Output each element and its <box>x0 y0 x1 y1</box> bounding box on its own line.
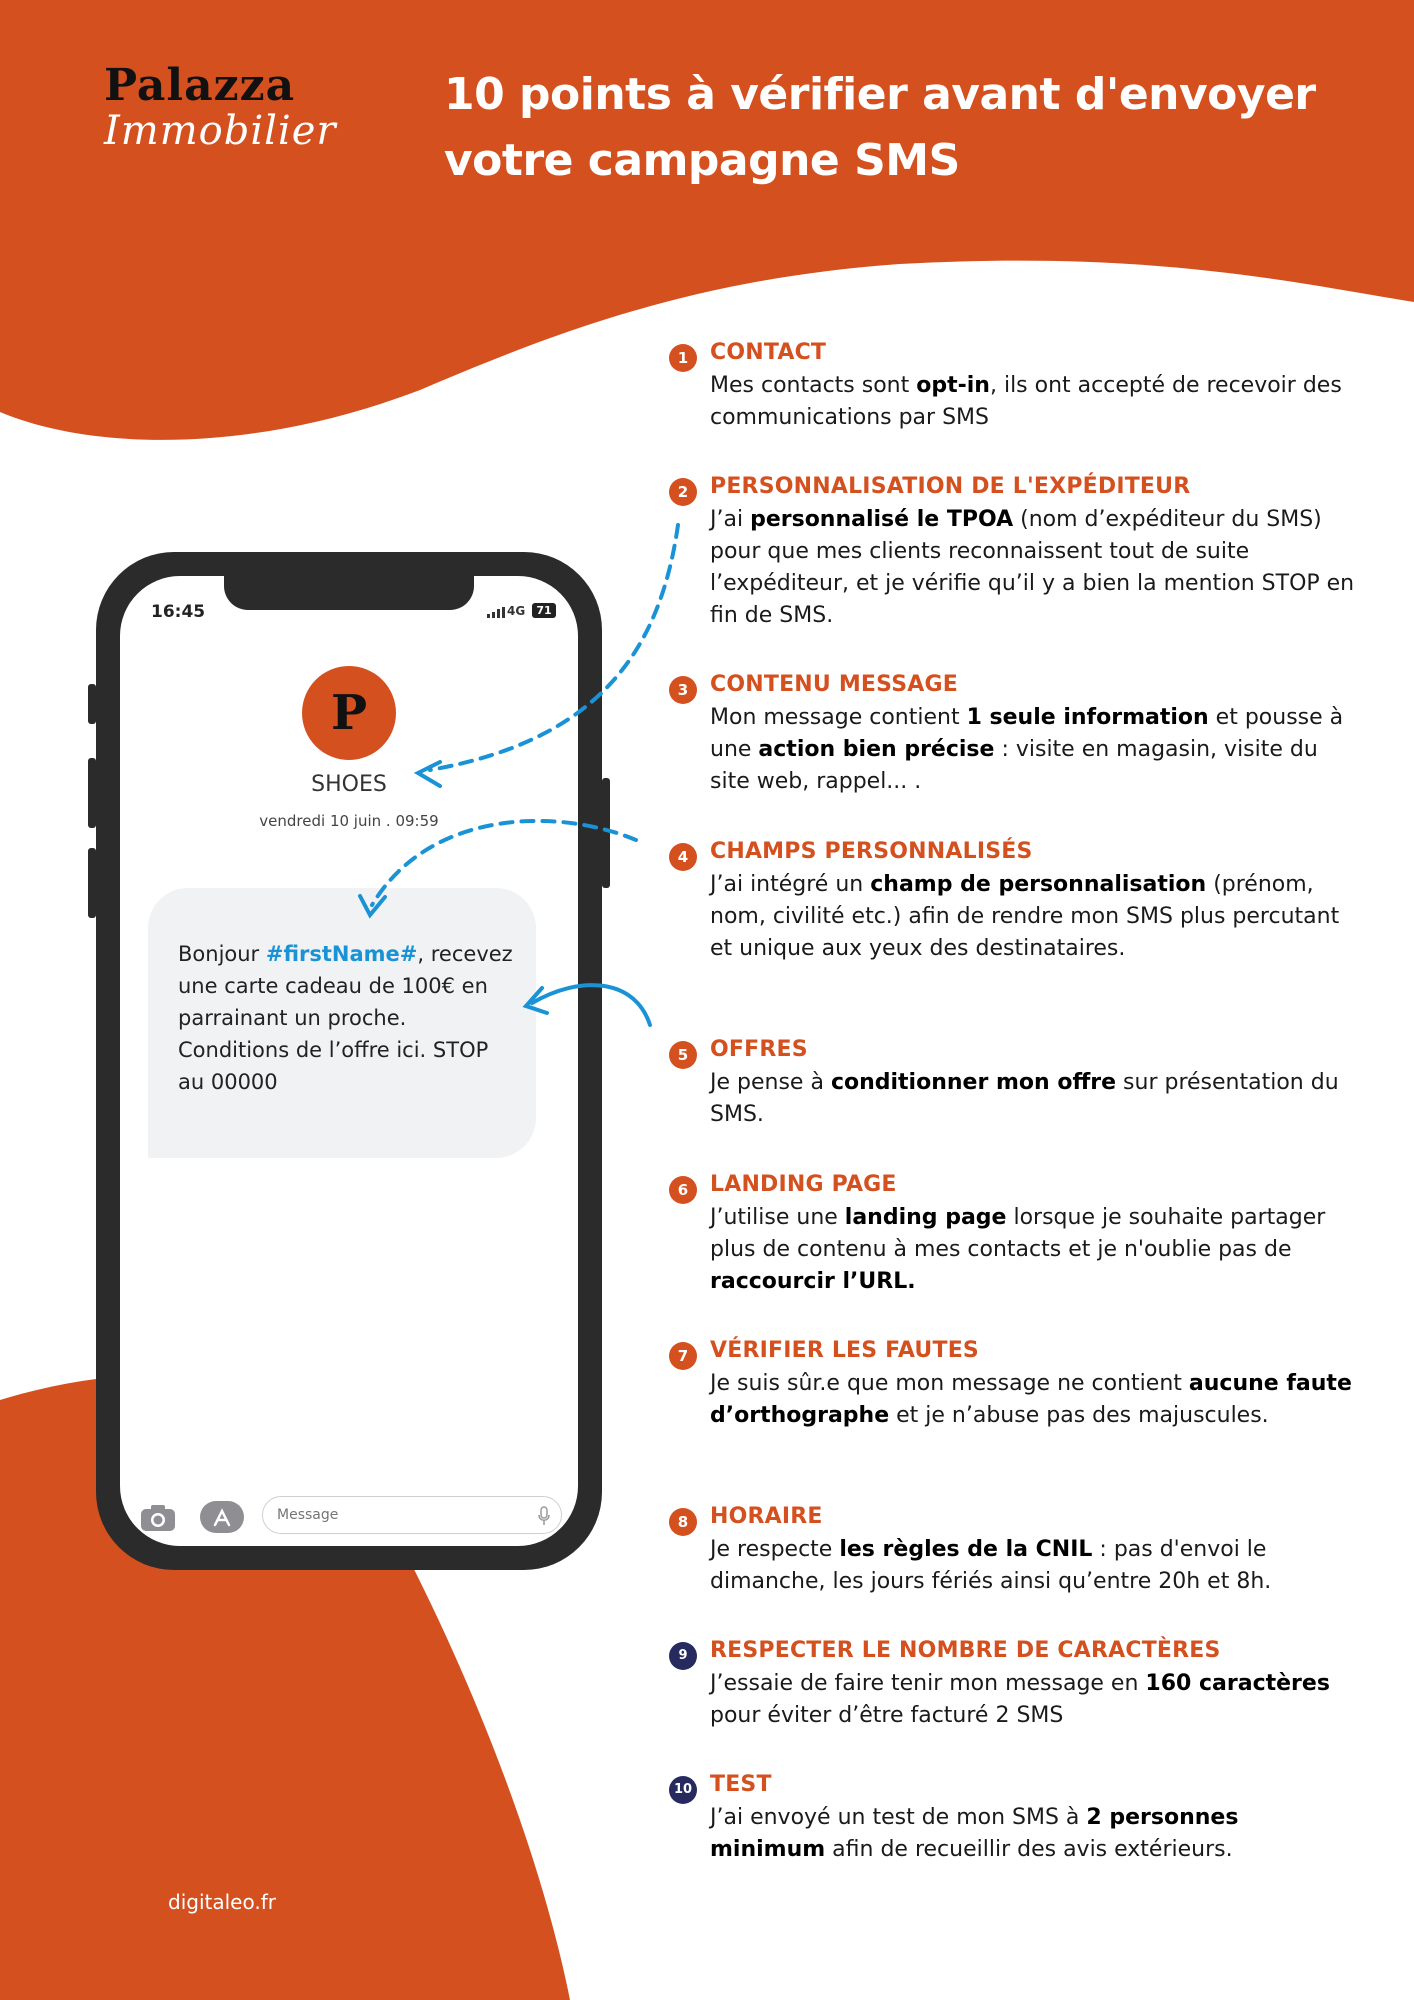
personalization-field: #firstName# <box>265 942 418 966</box>
item-emphasis: 160 caractères <box>1145 1671 1330 1696</box>
message-text-end: , recevez une carte cadeau de 100€ en parrainant un proche. Conditions de l’offre ici. STOP au 00000 <box>178 942 513 1094</box>
item-text-part: Je respecte <box>710 1537 840 1562</box>
item-text-part: Mon message contient <box>710 705 967 730</box>
item-description <box>710 1067 1360 1131</box>
message-date: vendredi 10 juin . 09:59 <box>259 812 439 830</box>
item-emphasis: opt-in <box>916 373 990 398</box>
item-title: TEST <box>710 1772 772 1797</box>
title-line-2: votre campagne SMS <box>444 135 960 186</box>
item-title: OFFRES <box>710 1037 808 1062</box>
item-text-part: et je n’abuse pas des majuscules. <box>889 1403 1269 1428</box>
item-text-part: : visite en magasin, visite du site web, rappel... . <box>710 737 1318 794</box>
item-text-part: lorsque je souhaite partager plus de contenu à mes contacts et je n'oublie pas de <box>710 1205 1326 1262</box>
item-emphasis: landing page <box>844 1205 1007 1230</box>
item-emphasis: raccourcir l’URL. <box>710 1269 916 1294</box>
item-description <box>710 1368 1360 1432</box>
item-text-part: et pousse à une <box>710 705 1344 762</box>
title-line-1: 10 points à vérifier avant d'envoyer <box>444 69 1316 120</box>
item-text-part: Je pense à <box>710 1070 831 1095</box>
arrow-sender <box>418 525 678 786</box>
item-title: VÉRIFIER LES FAUTES <box>710 1338 979 1363</box>
item-number-badge: 6 <box>669 1176 697 1204</box>
item-description <box>710 1534 1360 1598</box>
item-number-badge: 9 <box>669 1642 697 1670</box>
item-description <box>710 1802 1360 1866</box>
item-text-part: J’utilise une <box>710 1205 845 1230</box>
item-emphasis: les règles de la CNIL <box>839 1537 1093 1562</box>
item-emphasis: 1 seule information <box>966 705 1209 730</box>
item-description <box>710 370 1360 434</box>
item-text-part: J’ai <box>710 507 751 532</box>
item-text-part: (nom d’expéditeur du SMS) pour que mes clients reconnaissent tout de suite l’expéditeur, et je vérifie qu’il y a bien la mention STOP en fin de SMS. <box>710 507 1355 628</box>
item-text-part: (prénom, nom, civilité etc.) afin de rendre mon SMS plus percutant et unique aux yeux des destinataires. <box>710 872 1340 961</box>
item-title: CHAMPS PERSONNALISÉS <box>710 839 1033 864</box>
logo-name: Palazza <box>104 60 296 111</box>
footer-url: digitaleo.fr <box>168 1890 276 1914</box>
item-text-part: afin de recueillir des avis extérieurs. <box>825 1837 1233 1862</box>
item-description <box>710 1202 1360 1298</box>
item-description <box>710 702 1360 798</box>
contact-name[interactable]: SHOES <box>311 772 387 797</box>
item-title: HORAIRE <box>710 1504 823 1529</box>
item-number-badge: 8 <box>669 1508 697 1536</box>
item-text-part: pour éviter d’être facturé 2 SMS <box>710 1703 1064 1728</box>
item-title: LANDING PAGE <box>710 1172 897 1197</box>
item-emphasis: conditionner mon offre <box>830 1070 1117 1095</box>
item-text-part: J’ai envoyé un test de mon SMS à <box>710 1805 1087 1830</box>
item-emphasis: aucune faute d’orthographe <box>710 1371 1352 1428</box>
item-number-badge: 3 <box>669 676 697 704</box>
item-text-part: , ils ont accepté de recevoir des communications par SMS <box>710 373 1342 430</box>
item-text-part: J’essaie de faire tenir mon message en <box>710 1671 1146 1696</box>
item-emphasis: 2 personnes minimum <box>710 1805 1239 1862</box>
item-text-part: J’ai intégré un <box>710 872 871 897</box>
item-title: PERSONNALISATION DE L'EXPÉDITEUR <box>710 474 1191 499</box>
item-text-part: Mes contacts sont <box>710 373 917 398</box>
item-number-badge: 2 <box>669 478 697 506</box>
item-description <box>710 1668 1360 1732</box>
item-title: CONTENU MESSAGE <box>710 672 958 697</box>
status-time: 16:45 <box>151 602 206 622</box>
item-emphasis: personnalisé le TPOA <box>750 507 1014 532</box>
item-title: CONTACT <box>710 340 827 365</box>
item-number-badge: 7 <box>669 1342 697 1370</box>
arrow-field <box>360 821 636 915</box>
item-title: RESPECTER LE NOMBRE DE CARACTÈRES <box>710 1638 1221 1663</box>
contact-avatar[interactable]: P <box>302 666 396 760</box>
item-text-part: : pas d'envoi le dimanche, les jours fériés ainsi qu’entre 20h et 8h. <box>710 1537 1272 1594</box>
item-emphasis: action bien précise <box>758 737 995 762</box>
item-description <box>710 869 1360 965</box>
logo-tagline: Immobilier <box>104 108 337 154</box>
item-emphasis: champ de personnalisation <box>870 872 1207 897</box>
network-label: 4G <box>507 604 526 618</box>
item-description <box>710 504 1360 632</box>
item-number-badge: 4 <box>669 843 697 871</box>
item-number-badge: 5 <box>669 1041 697 1069</box>
battery-icon: 71 <box>532 603 556 618</box>
item-text-part: Je suis sûr.e que mon message ne contient <box>710 1371 1189 1396</box>
item-number-badge: 1 <box>669 344 697 372</box>
item-text-part: sur présentation du SMS. <box>710 1070 1339 1127</box>
item-number-badge: 10 <box>669 1776 697 1804</box>
arrow-offer <box>526 985 650 1025</box>
message-text-start: Bonjour <box>178 942 266 966</box>
